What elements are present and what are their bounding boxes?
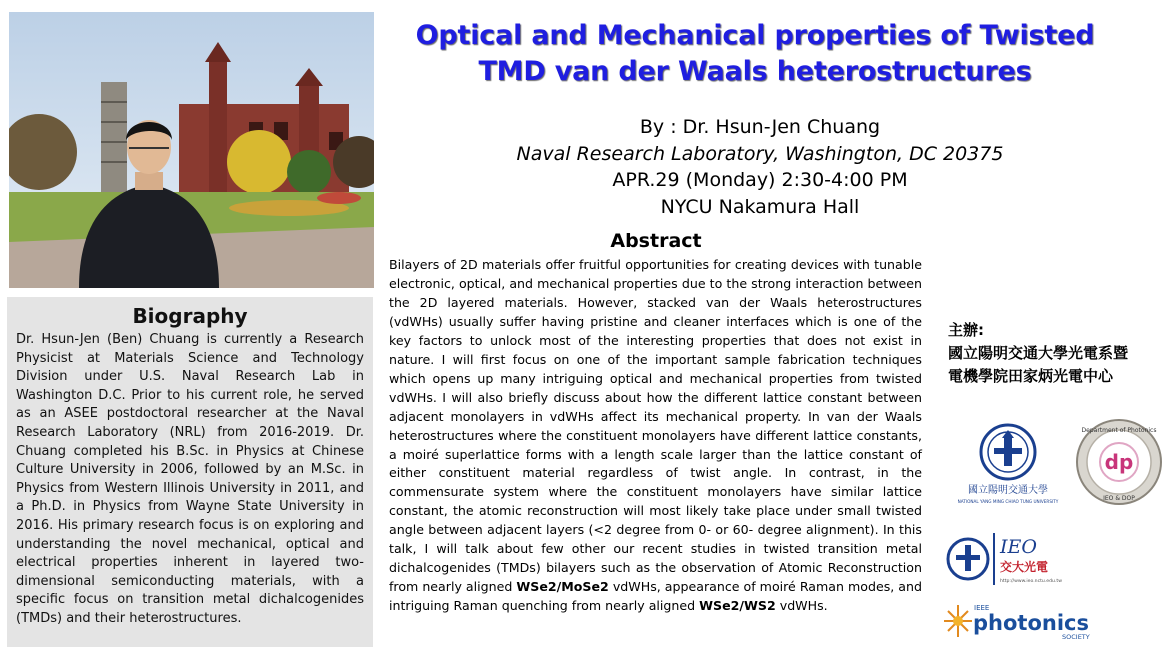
dop-bottom-text: IEO & DOP <box>1103 495 1135 502</box>
biography-heading: Biography <box>132 304 248 328</box>
abstract-body-mid: vdWHs, appearance of moiré Raman modes, and intriguing Raman quenching from nearly aligned <box>389 579 922 614</box>
biography-text: Dr. Hsun-Jen (Ben) Chuang is currently a Research Physicist at Materials Science and Technology Division under U.S. Naval Research Lab in Washington D.C. Prior to his current role, he served as an ASEE postdoctoral researcher at the Naval Research Laboratory (NRL) from 2016-2019. Dr. Chuang completed his B.Sc. in Physics at Chinese Culture University in 2006, followed by an M.Sc. in Physics from Western Illinois University in 2011, and a Ph.D. in Physics from Wayne State University in 2016. His primary research focus is on exploring and understanding the novel mechanical, optical and electrical properties inherent in layered two-dimensional semiconducting materials, with a specific focus on transition metal dichalcogenides (TMDs) and their heterostructures. <box>16 332 364 626</box>
host-line2: 電機學院田家炳光電中心 <box>948 367 1114 385</box>
host-info <box>948 319 1128 388</box>
ieo-mark: IEO <box>1000 536 1037 558</box>
dop-seal-icon <box>1075 418 1163 506</box>
talk-title-line1: Optical and Mechanical properties of Twisted <box>415 20 1095 51</box>
speaker-photo-illustration <box>9 12 374 288</box>
biography-panel <box>7 297 373 647</box>
speaker-photo <box>9 12 374 288</box>
dop-logo <box>1075 418 1163 506</box>
ieee-society-label: SOCIETY <box>1062 633 1090 641</box>
speaker-affiliation: Naval Research Laboratory, Washington, DC 20375 <box>516 142 1004 165</box>
dop-mark: dp <box>1104 450 1134 474</box>
ieo-logo <box>944 531 1074 587</box>
dop-ring-text: Department of Photonics <box>1081 427 1157 434</box>
ieee-photonics-starburst-icon <box>944 601 1104 641</box>
abstract-text <box>389 256 922 616</box>
talk-title <box>400 18 1110 90</box>
nycu-logo <box>950 420 1068 506</box>
abstract-body-start: Bilayers of 2D materials offer fruitful opportunities for creating devices with tunable electronic, optical, and mechanical properties due to the strong interaction between the 2D layered materials. However, stacked van der Waals heterostructures (vdWHs) usually suffer having pristine and cleaner interfaces which is one of the key factors to unlock most of the interesting properties that does not exist in nature. I will first focus on one of the important sample fabrication techniques which opens up many intriguing optical and mechanical properties from twisted vdWHs. I will also briefly discuss about how the different lattice constant between adjacent monolayers in vdWHs affect its mechanical property. In van der Waals heterostructures where the constituent monolayers have different lattice constants, a moiré superlattice forms with a length scale larger than the lattice constant of either constituent material regardless of twist angle. In contrast, in the commensurate system where the constituent monolayers have similar lattice constant, the atomic reconstruction will most likely take place under small twisted angle between adjacent layers (<2 degree from 0- or 60- degree alignment). In this talk, I will talk about few other our recent studies in twisted transition metal dichalcogenides (TMDs) bilayers such as the observation of Atomic Reconstruction from nearly aligned <box>389 257 922 595</box>
ieee-photonics-word: photonics <box>973 611 1089 635</box>
abstract-heading: Abstract <box>610 230 702 252</box>
speaker-info <box>470 114 1050 220</box>
nycu-name-cn: 國立陽明交通大學 <box>968 485 1048 496</box>
host-line1: 國立陽明交通大學光電系暨 <box>948 344 1129 362</box>
ieo-name-cn: 交大光電 <box>1000 560 1049 574</box>
nycu-name-en: NATIONAL YANG MING CHIAO TUNG UNIVERSITY <box>957 499 1059 504</box>
talk-datetime: APR.29 (Monday) 2:30-4:00 PM <box>612 169 908 191</box>
abstract-bold-wse2-mose2: WSe2/MoSe2 <box>516 579 609 595</box>
host-label: 主辦: <box>948 321 984 339</box>
abstract-bold-wse2-ws2: WSe2/WS2 <box>699 598 776 614</box>
ieee-photonics-logo <box>944 601 1104 641</box>
speaker-name: By : Dr. Hsun-Jen Chuang <box>639 116 881 138</box>
talk-venue: NYCU Nakamura Hall <box>660 195 860 218</box>
ieee-top-label: IEEE <box>974 604 990 612</box>
ieo-url: http://www.ieo.nctu.edu.tw <box>1000 579 1062 584</box>
ieo-emblem-icon <box>944 531 1074 587</box>
abstract-body-end: vdWHs. <box>775 598 828 614</box>
nycu-emblem-icon <box>950 420 1068 506</box>
talk-title-line2: TMD van der Waals heterostructures <box>478 56 1032 87</box>
